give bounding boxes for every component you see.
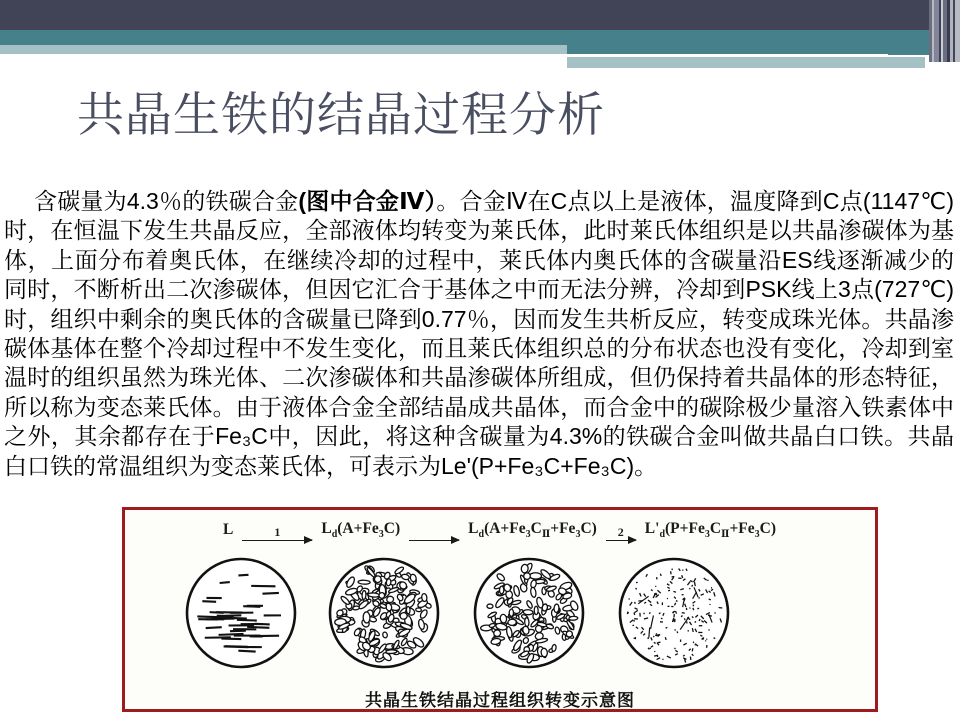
formula-text: (P+Fe [665, 519, 705, 537]
formula-subscript: 3 [754, 529, 760, 541]
formula-subscript: 3 [575, 529, 581, 541]
microstructure-circle-ovals [472, 556, 586, 670]
formula-subscript: Ⅱ [541, 529, 551, 541]
formula-text: C) [759, 519, 777, 537]
microstructure-circle-ovals [327, 556, 441, 670]
header-bar-light-right [567, 57, 925, 68]
circles-row [125, 510, 875, 709]
formula-subscript: 3 [525, 529, 531, 541]
paragraph-text: 含碳量为4.3％的铁碳合金 [34, 188, 299, 214]
formula-text: (A+Fe [337, 519, 379, 537]
formula-text: L [468, 519, 479, 537]
formula-text: L [321, 519, 332, 537]
formula-text: C) [383, 519, 401, 537]
formula-text: +Fe [729, 519, 755, 537]
formula-subscript: 3 [704, 529, 710, 541]
diagram-panel [122, 507, 878, 712]
diagram-caption: 共晶生铁结晶过程组织转变示意图 [365, 691, 635, 710]
formula-text: L [223, 521, 234, 538]
page-title: 共晶生铁的结晶过程分析 [77, 88, 605, 141]
paragraph-bold-text: (图中合金Ⅳ） [298, 188, 437, 214]
header-bar-teal [0, 30, 960, 45]
microstructure-circle-speckles [617, 556, 731, 670]
body-paragraph [4, 187, 954, 481]
arrow-step-label: 2 [617, 525, 624, 539]
corner-stripes [929, 0, 960, 62]
formula-text: C) [580, 519, 597, 537]
formula-text: +Fe [550, 519, 576, 537]
formula-text: C [709, 519, 722, 537]
header-bar-light-left [0, 45, 567, 54]
header-bar-dark [0, 0, 960, 30]
arrow-step-label: 1 [274, 525, 281, 539]
paragraph-text: 。合金Ⅳ在C点以上是液体，温度降到C点(1147℃)时，在恒温下发生共晶反应，全部液体均转变为莱氏体，此时莱氏体组织是以共晶渗碳体为基体，上面分布着奥氏体，在继续冷却的过程中，莱氏体内奥氏体的含碳量沿ES线逐渐减少的同时，不断析出二次渗碳体，但因它汇合于基体之中而无法分辨，冷却到PSK线上3点(727℃)时，组织中剩余的奥氏体的含碳量已降到0.77％，因而发生共析反应，转变成珠光体。共晶渗碳体基体在整个冷却过程中不发生变化，而且莱氏体组织总的分布状态也没有变化，冷却到室温时的组织虽然为珠光体、二次渗碳体和共晶渗碳体所组成，但仍保持着共晶体的形态特征，所以称为变态莱氏体。由于液体合金全部结晶成共晶体，而合金中的碳除极少量溶入铁素体中之外，其余都存在于Fe₃C中，因此，将这种含碳量为4.3%的铁碳合金叫做共晶白口铁。共晶白口铁的常温组织为变态莱氏体，可表示为Le'(P+Fe₃C+Fe₃C)。 [4, 188, 954, 479]
formula-text: L' [644, 519, 660, 537]
formula-subscript: 3 [378, 529, 384, 541]
formula-subscript: Ⅱ [721, 529, 730, 541]
stripe [955, 0, 960, 62]
formula-subscript: d [478, 529, 485, 541]
formula-text: C [530, 519, 542, 537]
formula-subscript: d [331, 529, 338, 541]
formula-text: (A+Fe [484, 519, 526, 537]
microstructure-circle-dashes [184, 556, 298, 670]
formula-subscript: d [659, 529, 666, 541]
